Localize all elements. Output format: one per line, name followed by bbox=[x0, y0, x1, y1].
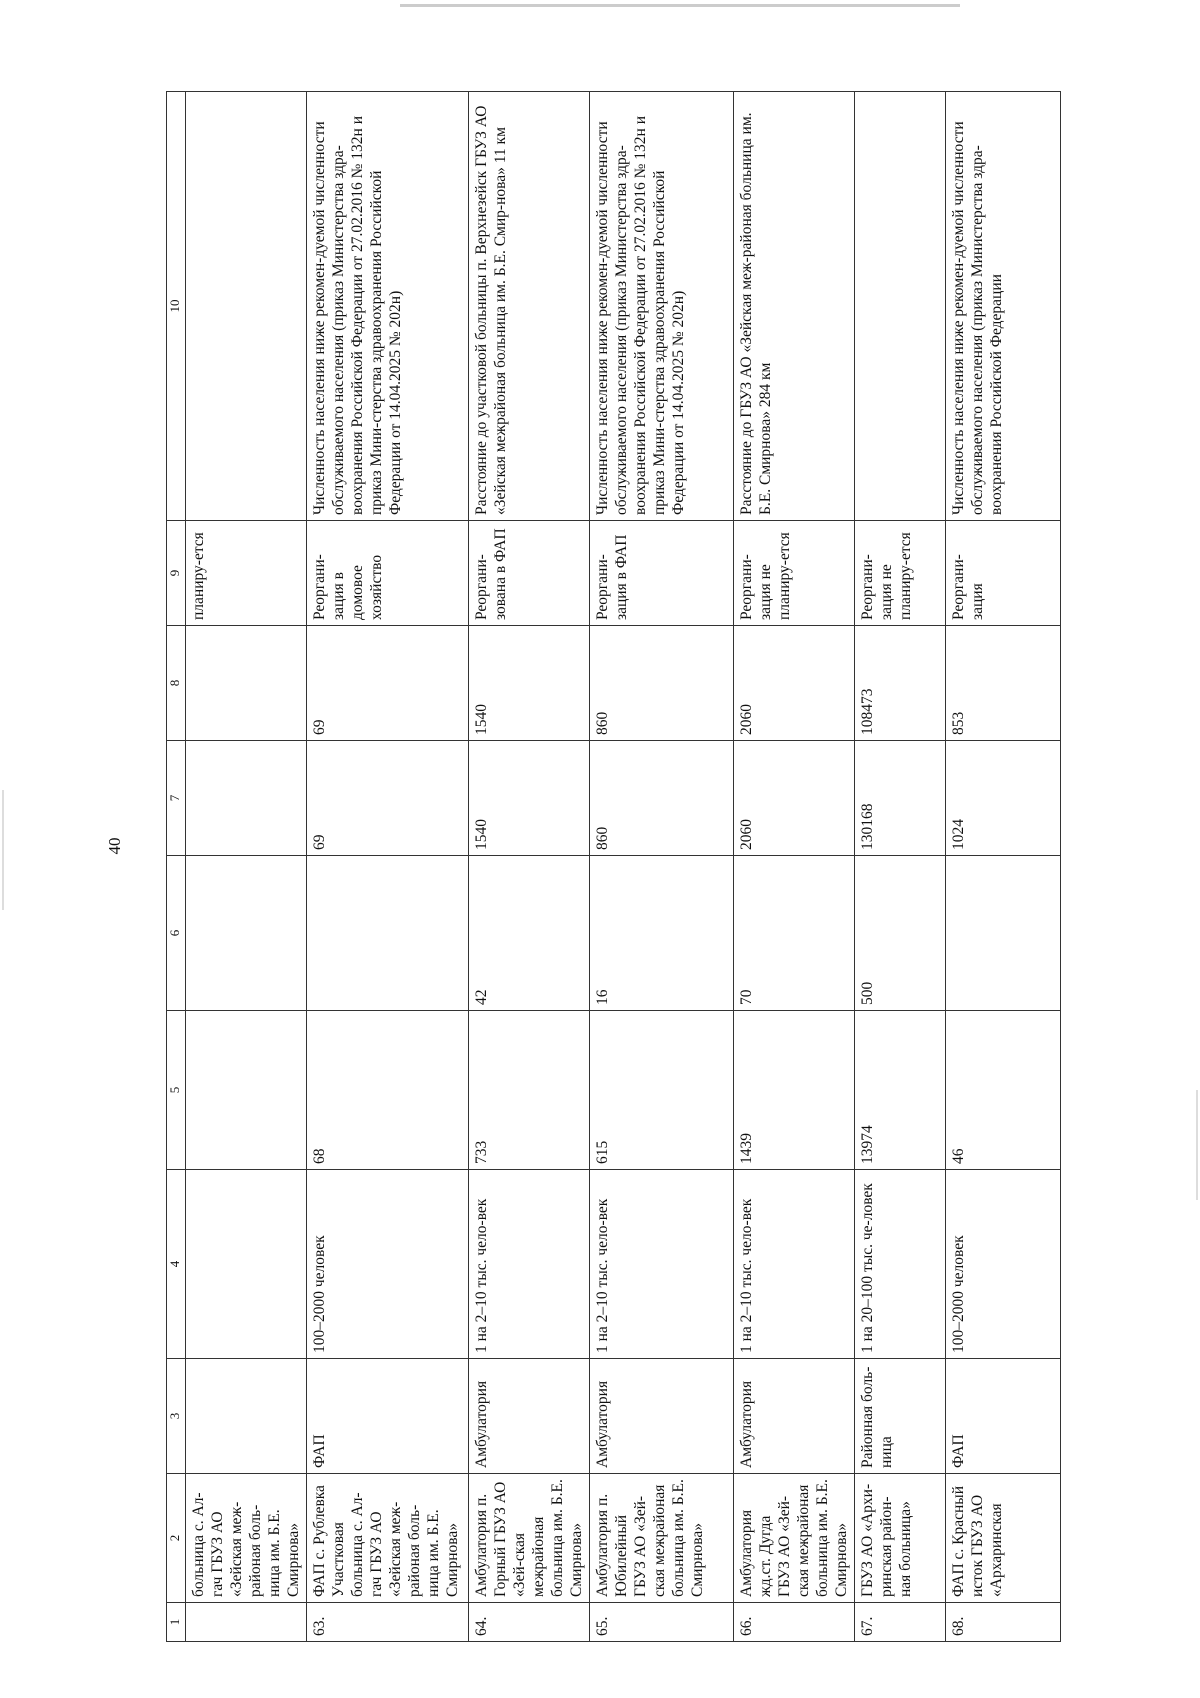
cell-action: Реоргани-зована в ФАП bbox=[469, 521, 590, 626]
cell-col6 bbox=[186, 856, 307, 1011]
cell-action: Реоргани-зация не планиру-ется bbox=[855, 521, 946, 626]
cell-note: Численность населения ниже рекомен-дуемой численности обслуживаемого населения (приказ Министерства здра-воохранения Российской Федерации от 27.02.2016 № 132н и приказ Мини-стерства здравоохранения Российской Федерации от 14.04.2025 № 202н) bbox=[307, 92, 469, 521]
col-header: 2 bbox=[167, 1474, 186, 1603]
cell-col7: 1024 bbox=[946, 741, 1061, 856]
cell-col7: 130168 bbox=[855, 741, 946, 856]
cell-col8: 69 bbox=[307, 626, 469, 741]
cell-note: Расстояние до ГБУЗ АО «Зейская меж-районая больница им. Б.Е. Смирнова» 284 км bbox=[734, 92, 855, 521]
cell-facility-name: больница с. Ал-гач ГБУЗ АО «Зейская меж-районая боль-ница им. Б.Е. Смирнова» bbox=[186, 1474, 307, 1603]
cell-note: Численность населения ниже рекомен-дуемой численности обслуживаемого населения (приказ Министерства здра-воохранения Российской Федерации от 27.02.2016 № 132н и приказ Мини-стерства здравоохранения Российской Федерации от 14.04.2025 № 202н) bbox=[590, 92, 734, 521]
facilities-table bbox=[166, 91, 1061, 1642]
cell-facility-type: ФАП bbox=[307, 1359, 469, 1474]
cell-norm: 1 на 2–10 тыс. чело-век bbox=[590, 1170, 734, 1359]
cell-facility-type: ФАП bbox=[946, 1359, 1061, 1474]
cell-action: Реоргани-зация в ФАП bbox=[590, 521, 734, 626]
table-row bbox=[590, 92, 734, 1642]
cell-col5 bbox=[186, 1011, 307, 1170]
cell-facility-name: ГБУЗ АО «Архи-ринская район-ная больница» bbox=[855, 1474, 946, 1603]
cell-col5: 68 bbox=[307, 1011, 469, 1170]
cell-note: Численность населения ниже рекомен-дуемой численности обслуживаемого населения (приказ Министерства здра-воохранения Российской Федерации bbox=[946, 92, 1061, 521]
cell-number bbox=[186, 1603, 307, 1642]
cell-col8: 853 bbox=[946, 626, 1061, 741]
cell-col6: 70 bbox=[734, 856, 855, 1011]
cell-col8: 108473 bbox=[855, 626, 946, 741]
table-row bbox=[946, 92, 1061, 1642]
cell-col5: 733 bbox=[469, 1011, 590, 1170]
rotated-table-wrapper bbox=[166, 105, 1136, 1642]
cell-col5: 1439 bbox=[734, 1011, 855, 1170]
scan-artifact-left bbox=[2, 790, 4, 910]
col-header: 6 bbox=[167, 856, 186, 1011]
cell-facility-name: Амбулатория жд.ст. Дугда ГБУЗ АО «Зей-ская межрайоная больница им. Б.Е. Смирнова» bbox=[734, 1474, 855, 1603]
cell-col7: 860 bbox=[590, 741, 734, 856]
cell-norm: 1 на 20–100 тыс. че-ловек bbox=[855, 1170, 946, 1359]
cell-col6 bbox=[946, 856, 1061, 1011]
scan-artifact-top bbox=[400, 4, 960, 7]
col-header: 10 bbox=[167, 92, 186, 521]
table-row bbox=[469, 92, 590, 1642]
cell-number: 64. bbox=[469, 1603, 590, 1642]
col-header: 3 bbox=[167, 1359, 186, 1474]
cell-col7: 1540 bbox=[469, 741, 590, 856]
cell-col6: 500 bbox=[855, 856, 946, 1011]
cell-number: 63. bbox=[307, 1603, 469, 1642]
cell-action: планиру-ется bbox=[186, 521, 307, 626]
cell-note bbox=[186, 92, 307, 521]
cell-col6: 42 bbox=[469, 856, 590, 1011]
cell-norm bbox=[186, 1170, 307, 1359]
cell-norm: 100–2000 человек bbox=[946, 1170, 1061, 1359]
cell-facility-type: Амбулатория bbox=[734, 1359, 855, 1474]
col-header: 8 bbox=[167, 626, 186, 741]
table-row bbox=[734, 92, 855, 1642]
cell-action: Реоргани-зация bbox=[946, 521, 1061, 626]
cell-col5: 46 bbox=[946, 1011, 1061, 1170]
column-number-row bbox=[167, 92, 186, 1642]
cell-facility-name: Амбулатория п. Юбилейный ГБУЗ АО «Зей-ская межрайоная больница им. Б.Е. Смирнова» bbox=[590, 1474, 734, 1603]
col-header: 7 bbox=[167, 741, 186, 856]
scan-artifact-right bbox=[1196, 1090, 1198, 1200]
table-row bbox=[186, 92, 307, 1642]
table-row bbox=[307, 92, 469, 1642]
cell-number: 68. bbox=[946, 1603, 1061, 1642]
cell-facility-type: Амбулатория bbox=[469, 1359, 590, 1474]
cell-facility-name: ФАП с. Красный исток ГБУЗ АО «Архаринская bbox=[946, 1474, 1061, 1603]
cell-col5: 13974 bbox=[855, 1011, 946, 1170]
cell-col7: 69 bbox=[307, 741, 469, 856]
cell-number: 67. bbox=[855, 1603, 946, 1642]
cell-facility-type: Районная боль-ница bbox=[855, 1359, 946, 1474]
cell-norm: 100–2000 человек bbox=[307, 1170, 469, 1359]
cell-facility-type bbox=[186, 1359, 307, 1474]
cell-col8 bbox=[186, 626, 307, 741]
cell-norm: 1 на 2–10 тыс. чело-век bbox=[469, 1170, 590, 1359]
cell-facility-type: Амбулатория bbox=[590, 1359, 734, 1474]
cell-action: Реоргани-зация в домовое хозяйство bbox=[307, 521, 469, 626]
cell-col5: 615 bbox=[590, 1011, 734, 1170]
table-row bbox=[855, 92, 946, 1642]
cell-col8: 1540 bbox=[469, 626, 590, 741]
cell-note: Расстояние до участковой больницы п. Верхнезейск ГБУЗ АО «Зейская межрайоная больница им. Б.Е. Смир-нова» 11 км bbox=[469, 92, 590, 521]
cell-action: Реоргани-зация не планиру-ется bbox=[734, 521, 855, 626]
cell-norm: 1 на 2–10 тыс. чело-век bbox=[734, 1170, 855, 1359]
cell-facility-name: Амбулатория п. Горный ГБУЗ АО «Зей-ская межрайоная больница им. Б.Е. Смирнова» bbox=[469, 1474, 590, 1603]
cell-col6: 16 bbox=[590, 856, 734, 1011]
cell-note bbox=[855, 92, 946, 521]
col-header: 1 bbox=[167, 1603, 186, 1642]
cell-col7 bbox=[186, 741, 307, 856]
cell-facility-name: ФАП с. Рублевка Участковая больница с. Ал-гач ГБУЗ АО «Зейская меж-районая боль-ница им. Б.Е. Смирнова» bbox=[307, 1474, 469, 1603]
cell-col8: 2060 bbox=[734, 626, 855, 741]
cell-number: 65. bbox=[590, 1603, 734, 1642]
col-header: 4 bbox=[167, 1170, 186, 1359]
col-header: 9 bbox=[167, 521, 186, 626]
cell-col7: 2060 bbox=[734, 741, 855, 856]
page-number: 40 bbox=[105, 837, 124, 855]
col-header: 5 bbox=[167, 1011, 186, 1170]
cell-number: 66. bbox=[734, 1603, 855, 1642]
cell-col8: 860 bbox=[590, 626, 734, 741]
cell-col6 bbox=[307, 856, 469, 1011]
